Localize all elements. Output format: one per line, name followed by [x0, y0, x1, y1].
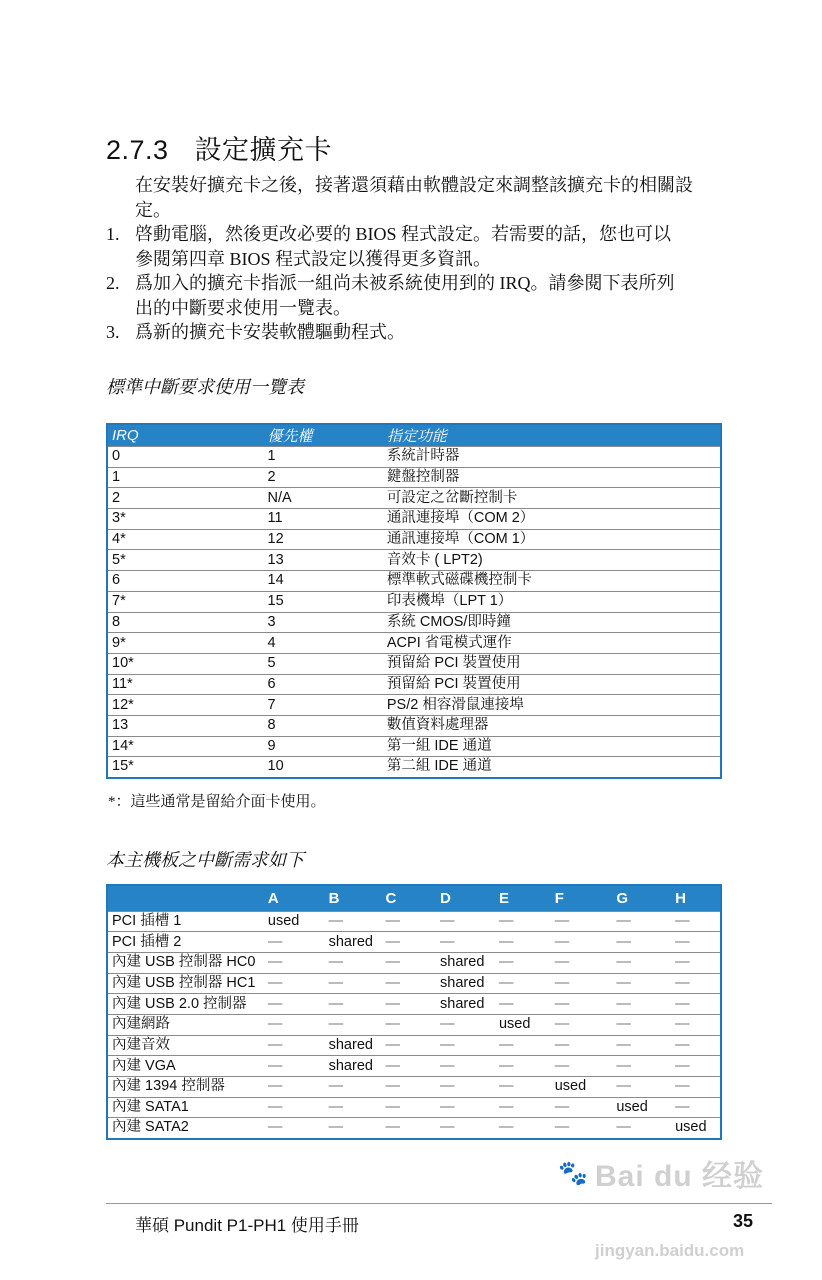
- table-cell: —: [325, 1118, 382, 1139]
- table-row: [107, 447, 721, 468]
- table-cell: —: [551, 932, 613, 953]
- table-cell: —: [551, 1014, 613, 1035]
- table-cell: —: [612, 1035, 671, 1056]
- table-cell: 4: [264, 633, 383, 654]
- table1-title: 標準中斷要求使用一覽表: [106, 377, 304, 397]
- table-row: [107, 695, 721, 716]
- table-cell: PCI 插槽 2: [107, 932, 264, 953]
- table-cell: shared: [436, 952, 495, 973]
- step-1-cont: 參閱第四章 BIOS 程式設定以獲得更多資訊。: [135, 248, 492, 269]
- page-number: 35: [733, 1211, 754, 1231]
- table-cell: —: [612, 932, 671, 953]
- table-cell: 內建 1394 控制器: [107, 1077, 264, 1098]
- table-cell: —: [612, 911, 671, 932]
- table-cell: —: [264, 1056, 325, 1077]
- table-cell: 系統 CMOS/即時鐘: [383, 612, 721, 633]
- table-row: [107, 653, 721, 674]
- table-cell: 6: [264, 674, 383, 695]
- table-cell: 12: [264, 529, 383, 550]
- table-row: [107, 715, 721, 736]
- table-cell: —: [436, 1118, 495, 1139]
- table-cell: 內建 USB 控制器 HC1: [107, 973, 264, 994]
- table-cell: 鍵盤控制器: [383, 467, 721, 488]
- table-cell: —: [264, 1097, 325, 1118]
- table-cell: —: [325, 973, 382, 994]
- table-row: [107, 757, 721, 778]
- instructions: [106, 173, 731, 345]
- table-row: [107, 571, 721, 592]
- table-cell: —: [495, 1035, 551, 1056]
- table-row: [107, 994, 721, 1015]
- footer-divider: [106, 1203, 772, 1204]
- table-cell: PCI 插槽 1: [107, 911, 264, 932]
- table-cell: —: [436, 932, 495, 953]
- table-row: [107, 612, 721, 633]
- table-cell: 音效卡 ( LPT2): [383, 550, 721, 571]
- table-cell: shared: [325, 1056, 382, 1077]
- table-row: [107, 550, 721, 571]
- step-2: [106, 271, 731, 296]
- table-cell: —: [264, 973, 325, 994]
- table-cell: —: [264, 1118, 325, 1139]
- table-cell: —: [551, 1056, 613, 1077]
- table-cell: —: [551, 1118, 613, 1139]
- table-cell: —: [612, 1014, 671, 1035]
- column-header: F: [551, 885, 613, 911]
- table-cell: —: [671, 932, 721, 953]
- table-cell: 12*: [107, 695, 264, 716]
- table-row: [107, 1077, 721, 1098]
- step-text: 爲新的擴充卡安裝軟體驅動程式。: [135, 322, 405, 342]
- table-row: [107, 1097, 721, 1118]
- table-cell: 13: [107, 715, 264, 736]
- table-cell: 3: [264, 612, 383, 633]
- table-cell: 8: [264, 715, 383, 736]
- table-cell: used: [495, 1014, 551, 1035]
- table-cell: 9*: [107, 633, 264, 654]
- column-header: [107, 885, 264, 911]
- step-text: 爲加入的擴充卡指派一組尚未被系統使用到的 IRQ。請參閱下表所列: [135, 273, 675, 293]
- table-cell: 8: [107, 612, 264, 633]
- table2-title: 本主機板之中斷需求如下: [106, 850, 304, 870]
- table-cell: 印表機埠（LPT 1）: [383, 591, 721, 612]
- table-row: [107, 467, 721, 488]
- table-cell: —: [382, 1118, 437, 1139]
- table-cell: 1: [107, 467, 264, 488]
- table-cell: shared: [325, 932, 382, 953]
- column-header: G: [612, 885, 671, 911]
- table-cell: —: [325, 911, 382, 932]
- table-cell: —: [264, 1014, 325, 1035]
- table-cell: 系統計時器: [383, 447, 721, 468]
- section-title: 設定擴充卡: [194, 135, 333, 165]
- table-cell: —: [325, 1097, 382, 1118]
- table-cell: —: [551, 1035, 613, 1056]
- table-cell: —: [264, 932, 325, 953]
- table-cell: 標準軟式磁碟機控制卡: [383, 571, 721, 592]
- table-cell: —: [325, 994, 382, 1015]
- table-cell: —: [671, 1035, 721, 1056]
- table-cell: 5: [264, 653, 383, 674]
- table-cell: —: [551, 994, 613, 1015]
- table-cell: —: [495, 932, 551, 953]
- table-cell: 內建音效: [107, 1035, 264, 1056]
- table-cell: —: [495, 994, 551, 1015]
- table-cell: —: [495, 911, 551, 932]
- table-cell: —: [551, 911, 613, 932]
- table-cell: —: [325, 1014, 382, 1035]
- table-cell: —: [436, 1097, 495, 1118]
- interrupt-assignment-table: [106, 884, 722, 1140]
- table-cell: 內建 SATA1: [107, 1097, 264, 1118]
- table-cell: 內建 SATA2: [107, 1118, 264, 1139]
- table-cell: —: [671, 1014, 721, 1035]
- table-cell: —: [495, 952, 551, 973]
- table-cell: —: [264, 1035, 325, 1056]
- table-row: [107, 932, 721, 953]
- table-cell: —: [382, 911, 437, 932]
- table-cell: —: [264, 994, 325, 1015]
- table-cell: —: [436, 1056, 495, 1077]
- table-cell: —: [551, 952, 613, 973]
- table-cell: —: [382, 932, 437, 953]
- table-cell: ACPI 省電模式運作: [383, 633, 721, 654]
- table-cell: PS/2 相容滑鼠連接埠: [383, 695, 721, 716]
- table-cell: 4*: [107, 529, 264, 550]
- table-row: [107, 1118, 721, 1139]
- table-cell: 15*: [107, 757, 264, 778]
- table-cell: 可設定之岔斷控制卡: [383, 488, 721, 509]
- table-cell: shared: [436, 994, 495, 1015]
- table-cell: —: [671, 1097, 721, 1118]
- table-row: [107, 509, 721, 530]
- table-cell: —: [612, 1056, 671, 1077]
- table-cell: 通訊連接埠（COM 2）: [383, 509, 721, 530]
- table-cell: —: [495, 1118, 551, 1139]
- table-cell: —: [495, 1056, 551, 1077]
- table-cell: —: [325, 952, 382, 973]
- column-header: C: [382, 885, 437, 911]
- table-cell: used: [612, 1097, 671, 1118]
- table-cell: —: [671, 911, 721, 932]
- table-cell: 內建 USB 2.0 控制器: [107, 994, 264, 1015]
- table-cell: 通訊連接埠（COM 1）: [383, 529, 721, 550]
- table-cell: —: [551, 973, 613, 994]
- table-row: [107, 736, 721, 757]
- table-cell: —: [612, 1118, 671, 1139]
- table-cell: —: [264, 1077, 325, 1098]
- paw-icon: 🐾: [558, 1160, 588, 1187]
- table-cell: 3*: [107, 509, 264, 530]
- table-cell: shared: [325, 1035, 382, 1056]
- table-cell: —: [495, 1077, 551, 1098]
- table-cell: 2: [107, 488, 264, 509]
- table-cell: 6: [107, 571, 264, 592]
- table-cell: —: [436, 1014, 495, 1035]
- table-cell: 11*: [107, 674, 264, 695]
- step-3: [106, 320, 731, 345]
- table-cell: 10: [264, 757, 383, 778]
- table-row: [107, 674, 721, 695]
- table-cell: —: [382, 1035, 437, 1056]
- table-cell: 2: [264, 467, 383, 488]
- section-heading: [106, 128, 332, 167]
- step-number: 1.: [106, 224, 120, 244]
- table-row: [107, 488, 721, 509]
- column-header: IRQ: [107, 424, 264, 447]
- table-cell: —: [612, 994, 671, 1015]
- column-header: 指定功能: [383, 424, 721, 447]
- table-cell: —: [382, 1077, 437, 1098]
- watermark-url: jingyan.baidu.com: [595, 1241, 745, 1260]
- watermark-brand: Bai du 经验: [595, 1160, 765, 1193]
- table-cell: —: [612, 952, 671, 973]
- table-row: [107, 633, 721, 654]
- table-row: [107, 1014, 721, 1035]
- table-cell: 15: [264, 591, 383, 612]
- column-header: H: [671, 885, 721, 911]
- table-cell: —: [671, 1077, 721, 1098]
- table-cell: 14*: [107, 736, 264, 757]
- table-cell: —: [671, 952, 721, 973]
- table-cell: —: [495, 1097, 551, 1118]
- table-cell: —: [436, 1035, 495, 1056]
- step-1: [106, 222, 731, 247]
- table-cell: 7*: [107, 591, 264, 612]
- table-cell: 數值資料處理器: [383, 715, 721, 736]
- table-cell: —: [612, 1077, 671, 1098]
- table-cell: 10*: [107, 653, 264, 674]
- step-number: 3.: [106, 322, 120, 342]
- table-row: [107, 911, 721, 932]
- table-cell: —: [671, 994, 721, 1015]
- table-cell: 11: [264, 509, 383, 530]
- table-cell: used: [551, 1077, 613, 1098]
- table-cell: —: [264, 952, 325, 973]
- table-cell: used: [671, 1118, 721, 1139]
- table-cell: —: [382, 1097, 437, 1118]
- table-cell: —: [436, 911, 495, 932]
- table-cell: —: [382, 952, 437, 973]
- table-cell: 預留給 PCI 裝置使用: [383, 653, 721, 674]
- table-cell: —: [382, 1056, 437, 1077]
- table-cell: 內建 USB 控制器 HC0: [107, 952, 264, 973]
- table-cell: 7: [264, 695, 383, 716]
- column-header: D: [436, 885, 495, 911]
- table-cell: 13: [264, 550, 383, 571]
- table-cell: 第一組 IDE 通道: [383, 736, 721, 757]
- table-cell: 第二組 IDE 通道: [383, 757, 721, 778]
- table-cell: N/A: [264, 488, 383, 509]
- table-cell: shared: [436, 973, 495, 994]
- table-cell: —: [671, 973, 721, 994]
- irq-table: [106, 423, 722, 779]
- intro-line: 定。: [135, 199, 171, 220]
- column-header: 優先權: [264, 424, 383, 447]
- column-header: A: [264, 885, 325, 911]
- table-cell: —: [382, 1014, 437, 1035]
- table-cell: —: [382, 973, 437, 994]
- table-cell: 內建 VGA: [107, 1056, 264, 1077]
- step-number: 2.: [106, 273, 120, 293]
- table-cell: —: [325, 1077, 382, 1098]
- footnote: *：這些通常是留給介面卡使用。: [108, 794, 326, 810]
- step-text: 啓動電腦，然後更改必要的 BIOS 程式設定。若需要的話，您也可以: [135, 224, 672, 244]
- table-row: [107, 973, 721, 994]
- table-cell: —: [436, 1077, 495, 1098]
- table-cell: 預留給 PCI 裝置使用: [383, 674, 721, 695]
- footer-title: 華碩 Pundit P1-PH1 使用手冊: [135, 1216, 359, 1235]
- table-cell: 0: [107, 447, 264, 468]
- table-cell: used: [264, 911, 325, 932]
- table-cell: 9: [264, 736, 383, 757]
- table-row: [107, 529, 721, 550]
- table-cell: 14: [264, 571, 383, 592]
- step-2-cont: 出的中斷要求使用一覽表。: [135, 297, 351, 318]
- table-row: [107, 1056, 721, 1077]
- table-row: [107, 1035, 721, 1056]
- column-header: E: [495, 885, 551, 911]
- table-cell: 5*: [107, 550, 264, 571]
- table-cell: —: [551, 1097, 613, 1118]
- table-row: [107, 591, 721, 612]
- table-cell: —: [612, 973, 671, 994]
- intro-line: 在安裝好擴充卡之後，接著還須藉由軟體設定來調整該擴充卡的相關設: [135, 175, 693, 195]
- table-cell: 1: [264, 447, 383, 468]
- section-number: 2.7.3: [106, 135, 169, 165]
- table-cell: —: [671, 1056, 721, 1077]
- column-header: B: [325, 885, 382, 911]
- table-row: [107, 952, 721, 973]
- table-cell: —: [495, 973, 551, 994]
- table-cell: —: [382, 994, 437, 1015]
- table-cell: 內建網路: [107, 1014, 264, 1035]
